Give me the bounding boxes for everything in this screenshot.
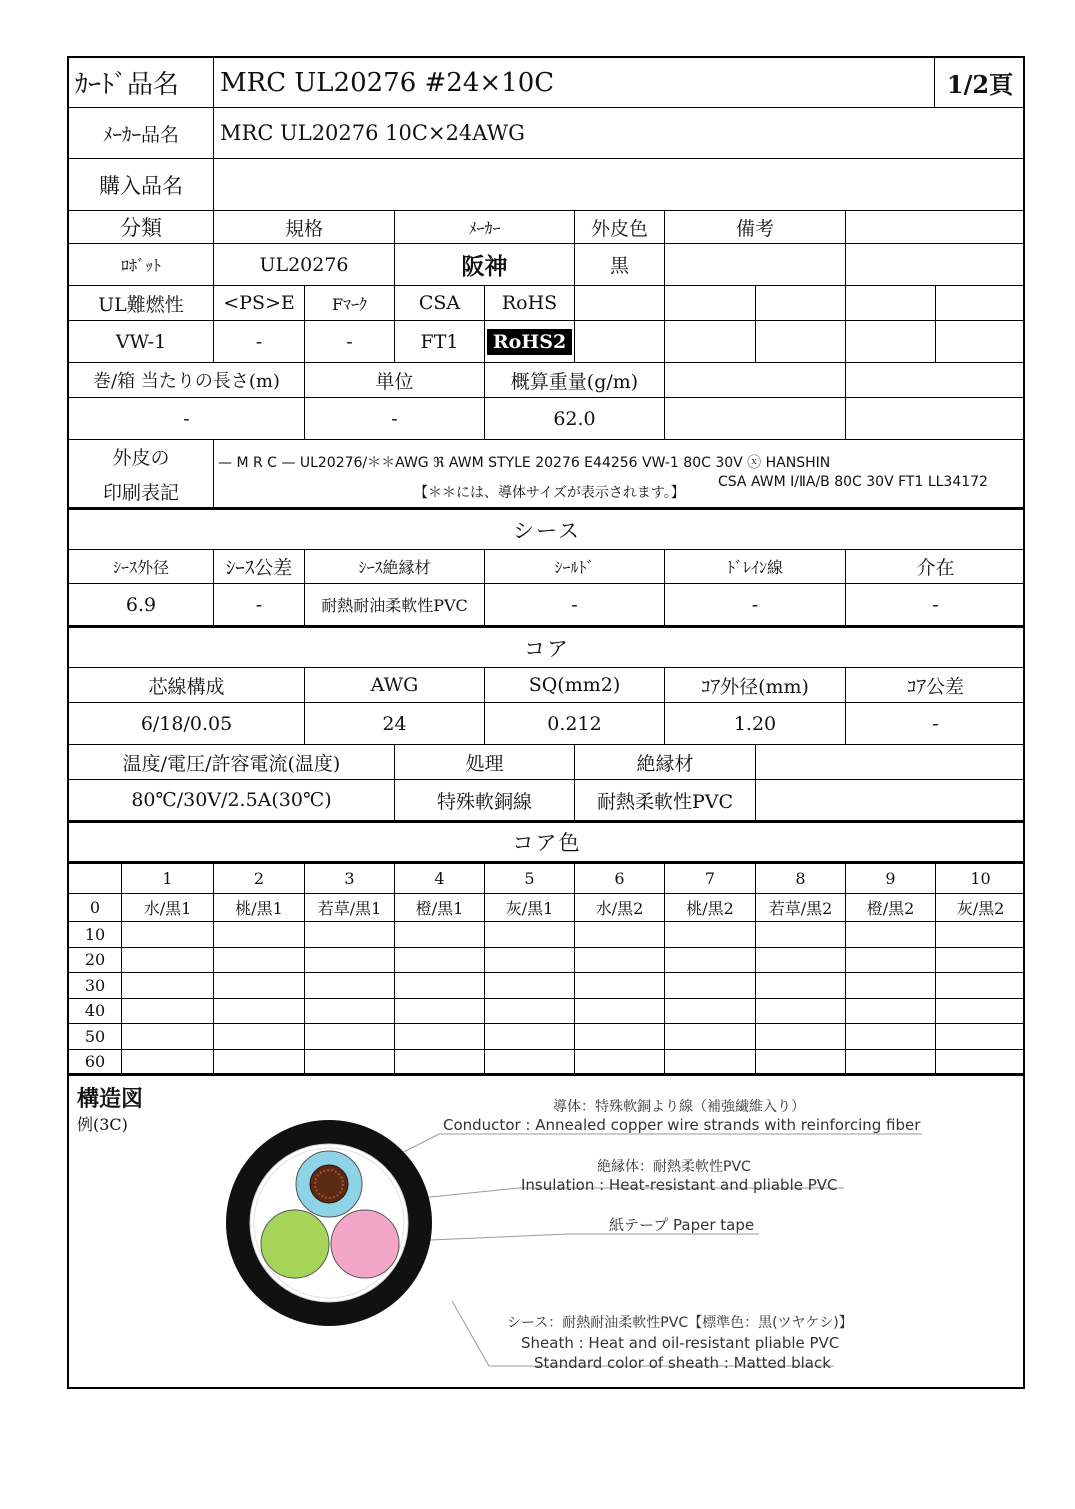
core-color-cell <box>665 948 756 974</box>
core-color-cell: 橙/黒1 <box>395 894 485 922</box>
print-label-line1: 外皮の <box>112 446 170 469</box>
core-color-cell <box>214 973 305 999</box>
core-color-cell <box>214 999 305 1025</box>
insulation-value: 耐熱柔軟性PVC <box>575 780 756 823</box>
classification-value: ﾛﾎﾞｯﾄ <box>69 244 214 286</box>
blank-cell <box>846 211 1025 244</box>
core-color-cell <box>305 1050 395 1076</box>
blank-cell <box>756 745 1025 780</box>
sheath-od-label: ｼｰｽ外径 <box>69 550 214 584</box>
print-line1: — M R C — UL20276/＊＊AWG ℜ AWM STYLE 20276 E44256 VW-1 80C 30V ⓧ HANSHIN <box>218 455 831 471</box>
shield-label: ｼｰﾙﾄﾞ <box>485 550 665 584</box>
core-color-cell <box>305 973 395 999</box>
core-od-label: ｺｱ外径(mm) <box>665 668 846 703</box>
remarks-label: 備考 <box>665 211 846 244</box>
f-mark-label: Fﾏｰｸ <box>305 286 395 321</box>
core-color-cell <box>395 948 485 974</box>
row-offset-label: 0 <box>69 894 122 922</box>
strand-config-value: 6/18/0.05 <box>69 703 305 745</box>
core-color-cell <box>122 1050 214 1076</box>
core-color-cell <box>395 922 485 948</box>
core-color-cell <box>485 948 575 974</box>
core-color-cell <box>122 973 214 999</box>
structure-title: 構造図 <box>77 1087 144 1112</box>
jacket-color-value: 黒 <box>575 244 665 286</box>
paper-tape-label: 紙テープ Paper tape <box>609 1216 755 1234</box>
core-number-header: 5 <box>485 864 575 894</box>
core-color-cell <box>756 999 846 1025</box>
sheath-tolerance-label: ｼｰｽ公差 <box>214 550 305 584</box>
sheath-label-en: Sheath : Heat and oil-resistant pliable PVC <box>521 1334 840 1352</box>
core-color-cell <box>665 999 756 1025</box>
blank-cell <box>846 286 936 321</box>
awg-label: AWG <box>305 668 485 703</box>
csa-label: CSA <box>395 286 485 321</box>
awg-value: 24 <box>305 703 485 745</box>
core-color-cell <box>665 1024 756 1050</box>
drain-wire-label: ﾄﾞﾚｲﾝ線 <box>665 550 846 584</box>
rohs-label: RoHS <box>485 286 575 321</box>
strand-config-label: 芯線構成 <box>69 668 305 703</box>
row-offset-label: 20 <box>69 948 122 974</box>
blank-cell <box>756 286 846 321</box>
core-color-cell <box>214 948 305 974</box>
core-color-cell <box>665 1050 756 1076</box>
manufacturer-value: 阪神 <box>395 244 575 286</box>
core-color-cell: 灰/黒1 <box>485 894 575 922</box>
core-color-cell <box>485 922 575 948</box>
core-color-cell <box>756 1050 846 1076</box>
core-color-cell <box>122 922 214 948</box>
filler-label: 介在 <box>846 550 1025 584</box>
row-offset-label: 60 <box>69 1050 122 1076</box>
structure-section <box>69 1073 1025 1392</box>
core-color-cell <box>214 922 305 948</box>
manufacturer-label: ﾒｰｶｰ <box>395 211 575 244</box>
length-per-reel-label: 巻/箱 当たりの長さ(m) <box>69 363 305 398</box>
core-color-cell <box>936 999 1025 1025</box>
core-color-cell <box>846 999 936 1025</box>
weight-label: 概算重量(g/m) <box>485 363 665 398</box>
maker-name: MRC UL20276 10C×24AWG <box>214 108 1025 159</box>
core-color-cell <box>665 973 756 999</box>
core-color-cell: 水/黒2 <box>575 894 665 922</box>
standard-value: UL20276 <box>214 244 395 286</box>
core-number-header: 9 <box>846 864 936 894</box>
core-color-cell <box>756 948 846 974</box>
core-color-cell: 桃/黒2 <box>665 894 756 922</box>
blank-cell <box>665 321 756 363</box>
core-color-cell <box>395 1050 485 1076</box>
sheath-material-label: ｼｰｽ絶縁材 <box>305 550 485 584</box>
ul-flame-value: VW-1 <box>69 321 214 363</box>
shield-value: - <box>485 584 665 628</box>
core-color-cell <box>214 1050 305 1076</box>
treatment-value: 特殊軟銅線 <box>395 780 575 823</box>
sq-label: SQ(mm2) <box>485 668 665 703</box>
print-line2-csa: CSA AWM I/ⅡA/B 80C 30V FT1 LL34172 <box>718 474 988 490</box>
core-insulation-green <box>261 1210 329 1278</box>
core-color-cell <box>936 1050 1025 1076</box>
blank-cell <box>936 286 1025 321</box>
core-color-cell: 若草/黒1 <box>305 894 395 922</box>
core-color-cell: 水/黒1 <box>122 894 214 922</box>
print-line2-note: 【＊＊には、導体サイズが表示されます。】 <box>414 485 685 501</box>
standard-label: 規格 <box>214 211 395 244</box>
core-color-cell <box>756 973 846 999</box>
core-color-cell: 若草/黒2 <box>756 894 846 922</box>
core-color-cell: 桃/黒1 <box>214 894 305 922</box>
length-per-reel-value: - <box>69 398 305 440</box>
unit-value: - <box>305 398 485 440</box>
insulation-label: 絶縁材 <box>575 745 756 780</box>
core-number-header: 6 <box>575 864 665 894</box>
purchase-name <box>214 159 1025 211</box>
blank-cell <box>846 244 1025 286</box>
core-section-title: コア <box>69 628 1025 668</box>
core-color-cell <box>122 948 214 974</box>
core-color-cell <box>305 922 395 948</box>
row-offset-label: 50 <box>69 1024 122 1050</box>
core-color-cell <box>122 1024 214 1050</box>
core-number-header: 1 <box>122 864 214 894</box>
core-color-cell <box>122 999 214 1025</box>
weight-value: 62.0 <box>485 398 665 440</box>
sheath-color-label-en: Standard color of sheath : Matted black <box>534 1354 831 1372</box>
jacket-color-label: 外皮色 <box>575 211 665 244</box>
core-color-cell <box>305 948 395 974</box>
ul-flame-label: UL難燃性 <box>69 286 214 321</box>
page-number: 1/2頁 <box>935 58 1025 108</box>
print-label-line2: 印刷表記 <box>102 481 179 504</box>
spec-sheet <box>67 56 1025 1389</box>
core-color-cell <box>846 1050 936 1076</box>
remarks-value <box>665 244 846 286</box>
core-number-header: 3 <box>305 864 395 894</box>
temp-voltage-label: 温度/電圧/許容電流(温度) <box>69 745 395 780</box>
core-color-cell <box>485 1024 575 1050</box>
core-number-header: 2 <box>214 864 305 894</box>
core-color-cell: 橙/黒2 <box>846 894 936 922</box>
core-color-cell <box>936 948 1025 974</box>
sheath-section-title: シース <box>69 510 1025 550</box>
core-color-cell <box>575 1050 665 1076</box>
core-color-cell <box>305 999 395 1025</box>
blank-cell <box>665 363 846 398</box>
core-color-cell <box>936 1024 1025 1050</box>
treatment-label: 処理 <box>395 745 575 780</box>
conductor-label-jp: 導体：特殊軟銅より線（補強繊維入り） <box>553 1099 805 1115</box>
conductor-label-en: Conductor : Annealed copper wire strands with reinforcing fiber <box>443 1116 921 1134</box>
core-number-header: 10 <box>936 864 1025 894</box>
blank-cell <box>846 321 936 363</box>
core-color-cell <box>846 922 936 948</box>
blank-cell <box>756 780 1025 823</box>
pse-label: <PS>E <box>214 286 305 321</box>
core-color-cell <box>936 973 1025 999</box>
core-tolerance-value: - <box>846 703 1025 745</box>
core-number-header: 8 <box>756 864 846 894</box>
grid-corner-cell <box>69 864 122 894</box>
core-color-section-title: コア色 <box>69 823 1025 864</box>
core-color-cell <box>395 973 485 999</box>
core-number-header: 4 <box>395 864 485 894</box>
core-color-cell <box>756 1024 846 1050</box>
unit-label: 単位 <box>305 363 485 398</box>
row-offset-label: 10 <box>69 922 122 948</box>
core-color-cell <box>575 973 665 999</box>
blank-cell <box>846 363 1025 398</box>
core-color-cell <box>485 999 575 1025</box>
blank-cell <box>846 398 1025 440</box>
purchase-label: 購入品名 <box>69 159 214 211</box>
core-color-cell <box>846 948 936 974</box>
sq-value: 0.212 <box>485 703 665 745</box>
card-label: ｶｰﾄﾞ品名 <box>69 58 214 108</box>
temp-voltage-value: 80℃/30V/2.5A(30℃) <box>69 780 395 823</box>
classification-label: 分類 <box>69 211 214 244</box>
pse-value: - <box>214 321 305 363</box>
blank-cell <box>936 321 1025 363</box>
core-tolerance-label: ｺｱ公差 <box>846 668 1025 703</box>
insulation-label-jp: 絶縁体：耐熱柔軟性PVC <box>597 1159 751 1175</box>
insulation-label-en: Insulation : Heat-resistant and pliable PVC <box>521 1176 838 1194</box>
drain-wire-value: - <box>665 584 846 628</box>
core-color-cell: 灰/黒2 <box>936 894 1025 922</box>
core-insulation-pink <box>331 1210 399 1278</box>
core-color-cell <box>756 922 846 948</box>
row-offset-label: 40 <box>69 999 122 1025</box>
core-color-cell <box>485 973 575 999</box>
core-color-cell <box>395 999 485 1025</box>
core-color-cell <box>846 973 936 999</box>
core-color-cell <box>395 1024 485 1050</box>
core-color-cell <box>575 1024 665 1050</box>
maker-label: ﾒｰｶｰ品名 <box>69 108 214 159</box>
core-number-header: 7 <box>665 864 756 894</box>
core-color-cell <box>846 1024 936 1050</box>
card-name: MRC UL20276 #24×10C <box>214 58 935 108</box>
core-color-cell <box>305 1024 395 1050</box>
sheath-label-jp: シース：耐熱耐油柔軟性PVC【標準色：黒(ツヤケシ)】 <box>507 1315 853 1331</box>
blank-cell <box>665 286 756 321</box>
core-color-cell <box>485 1050 575 1076</box>
blank-cell <box>575 321 665 363</box>
rohs-value <box>485 321 575 363</box>
sheath-material-value: 耐熱耐油柔軟性PVC <box>305 584 485 628</box>
f-mark-value: - <box>305 321 395 363</box>
core-od-value: 1.20 <box>665 703 846 745</box>
core-color-cell <box>936 922 1025 948</box>
blank-cell <box>575 286 665 321</box>
filler-value: - <box>846 584 1025 628</box>
row-offset-label: 30 <box>69 973 122 999</box>
sheath-tolerance-value: - <box>214 584 305 628</box>
csa-value: FT1 <box>395 321 485 363</box>
core-color-cell <box>575 922 665 948</box>
blank-cell <box>665 398 846 440</box>
sheath-od-value: 6.9 <box>69 584 214 628</box>
print-label <box>69 440 214 510</box>
rohs2-badge: RoHS2 <box>487 329 572 355</box>
structure-example: 例(3C) <box>77 1115 128 1134</box>
blank-cell <box>756 321 846 363</box>
core-color-cell <box>575 948 665 974</box>
core-color-cell <box>665 922 756 948</box>
print-marking <box>214 440 1025 510</box>
core-color-cell <box>214 1024 305 1050</box>
core-color-cell <box>575 999 665 1025</box>
